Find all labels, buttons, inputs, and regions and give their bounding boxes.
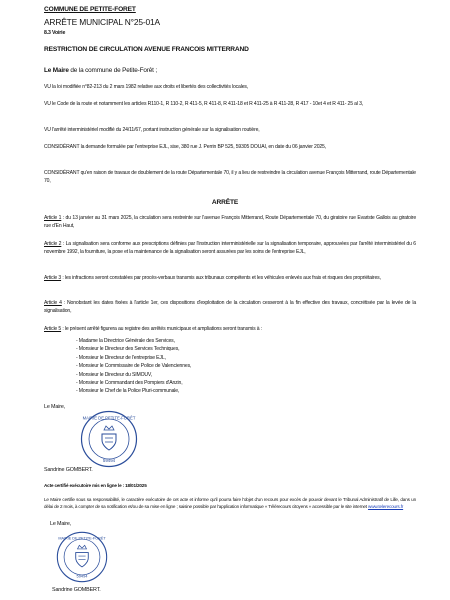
seal-top-text: MAIRIE DE PETITE-FORÊT (58, 536, 106, 541)
article-text: : les infractions seront constatées par procès-verbaux transmis aux tribunaux compétents et les véhicules enlevés aux frais et risques des propriétaires, (61, 275, 381, 281)
commune-name: COMMUNE DE PETITE-FORET (44, 6, 136, 13)
article-text: : La signalisation sera conforme aux prescriptions définies par l'instruction interministérielle sur la signalisation temporaire, approuvées par l'arrêté interministériel du 6 novembre 1992, la fourniture, la pose et la maintenance de la signalisation seront assurées par les soins de l'entreprise EJL, (44, 241, 416, 256)
article-2 (44, 240, 416, 257)
maire-commune: de la commune de Petite-Forêt ; (68, 67, 157, 74)
signature-name: Sandrine GOMBERT. (44, 467, 93, 473)
telerecours-link[interactable]: www.telerecours.fr (368, 503, 404, 509)
seal-bottom-text: 59494 (76, 573, 88, 579)
list-item: - Madame la Directrice Générale des Services, (76, 338, 175, 344)
signature-name-2: Sandrine GOMBERT. (52, 587, 101, 593)
mairie-seal-2 (56, 531, 108, 583)
list-item: - Monsieur le Commandant des Pompiers d'Anzin, (76, 380, 183, 387)
article-label: Article 3 (44, 275, 62, 281)
article-1 (44, 214, 416, 231)
article-3 (44, 274, 416, 282)
seal-stamp-icon (56, 531, 108, 583)
considerant-demande: CONSIDÉRANT la demande formulée par l'entreprise EJL, sise, 380 rue J. Perrin BP 525, 59305 DOUAI, en date du 06 janvier 2025, (44, 144, 327, 150)
ampliation-list (76, 337, 191, 396)
seal-bottom-text: 59494 (102, 458, 116, 463)
seal-stamp-icon (80, 410, 138, 468)
publication-line: Acte certifié exécutoire mis en ligne le : 18/01/2025 (44, 483, 147, 488)
category-label: 8.3 Voirie (44, 30, 66, 36)
seal-top-text: MAIRIE DE PETITE-FORÊT (82, 415, 136, 421)
visa-code-route: VU le Code de la route et notamment les articles R110-1, R 110-2, R 411-5, R 411-8, R 411-18 et R 411-25 à R 411-28, R 417 - 10et 4 et R 411- 25 al 3, (44, 101, 364, 107)
article-text: : du 13 janvier au 31 mars 2025, la circulation sera restreinte sur l'avenue François Mitterrand, Route Départementale 70, du giratoire rue Evariste Gallois au giratoire rue d'En Haut, (44, 215, 416, 230)
mairie-seal (80, 410, 138, 468)
list-item: - Monsieur le Directeur de l'entreprise EJL, (76, 354, 166, 361)
signature-role: Le Maire, (44, 404, 66, 410)
arrete-heading: RESTRICTION DE CIRCULATION AVENUE FRANCOIS MITTERRAND (44, 46, 249, 53)
recours-notice (44, 497, 416, 511)
list-item: - Monsieur le Chef de la Police Pluri-communale, (76, 388, 180, 395)
considerant-travaux: CONSIDÉRANT qu'en raison de travaux de doublement de la route Départementale 70, il y a lieu de restreindre la circulation avenue François Mitterrand, route Départementale 70, (44, 170, 416, 185)
maire-label: Le Maire (44, 67, 69, 74)
article-label: Article 1 (44, 215, 62, 221)
arrete-number: ARRÊTE MUNICIPAL N°25-01A (44, 17, 160, 27)
recours-text: Le Maire certifie sous sa responsabilité, le caractère exécutoire de cet acte et informe qu'il pourra faire l'objet d'un recours pour excès de pouvoir devant le Tribunal Administratif de Lille, dans un délai de 2 mois, à compter de sa notification et/ou de sa mise en ligne ; saisine possible par l'application informatique « Télérecours citoyens » accessible par le site internet (44, 497, 416, 509)
article-text: : Nonobstant les dates fixées à l'article 1er, ces dispositions d'exploitation de la circulation cesseront à la fin effective des travaux, concrétisée par la levée de la signalisation, (44, 300, 416, 315)
signature-role-2: Le Maire, (50, 521, 72, 527)
article-5 (44, 325, 416, 333)
article-label: Article 5 (44, 326, 62, 332)
article-4 (44, 299, 416, 316)
visa-arrete-interministeriel: VU l'arrêté interministériel modifié du 24/11/67, portant instruction générale sur la signalisation routière, (44, 127, 260, 133)
list-item: - Monsieur le Directeur des Services Techniques, (76, 346, 180, 353)
maire-intro (44, 67, 157, 74)
article-text: : le présent arrêté figurera au registre des arrêtés municipaux et ampliations seront transmis à : (61, 326, 262, 332)
arrete-title: ARRÊTE (211, 199, 239, 206)
list-item: - Monsieur le Directeur du SIMOUV, (76, 371, 152, 378)
visa-loi: VU la loi modifiée n°82-213 du 2 mars 1982 relative aux droits et libertés des collectivités locales, (44, 84, 249, 90)
article-label: Article 4 (44, 300, 62, 306)
article-label: Article 2 (44, 241, 62, 247)
list-item: - Monsieur le Commissaire de Police de Valenciennes, (76, 363, 192, 370)
